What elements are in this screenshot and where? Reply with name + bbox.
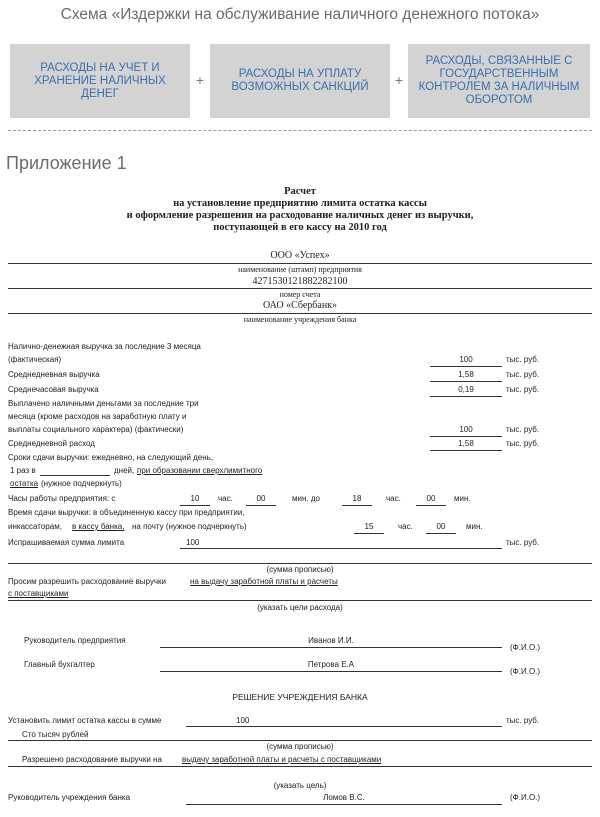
bank-name: ОАО «Сбербанк» [262,300,338,311]
purpose-caption: (указать цели расхода) [257,603,343,612]
delivery-m: 00 [436,522,446,531]
daily-expense-line [430,450,502,451]
accountant-label: Главный бухгалтер [24,660,95,669]
ask-label-b: на выдачу заработной платы и расчеты [190,577,338,586]
accountant-name: Петрова Е.А [307,660,355,669]
deadline-label-2c: при образовании сверхлимитного [137,466,263,475]
paid-label-3: выплаты социального характера) (фактически) [8,425,184,434]
sum-caption: (сумма прописью) [266,565,334,574]
org-name: ООО «Успех» [270,250,330,261]
hours-from-m: 00 [256,494,266,503]
limit-value: 100 [186,538,200,547]
hourly-revenue-line [430,396,502,397]
bank-caption: наименование учреждения банка [243,315,357,324]
revenue-line [430,366,502,367]
hourly-revenue-value: 0,19 [458,385,474,394]
delivery-label-2a: инкассаторам, [8,522,62,531]
purpose-line [8,600,592,601]
fio: (Ф.И.О.) [510,643,541,652]
bank-head-line [186,804,502,805]
unit: тыс. руб. [506,355,540,364]
hours-from-h: 10 [190,494,200,503]
purpose-caption-2: (указать цель) [273,781,327,790]
hours-unit: час. [218,494,233,503]
doc-heading-line-4: поступающей в его кассу на 2010 год [213,222,387,233]
head-name: Иванов И.И. [308,636,354,645]
daily-expense-label: Среднедневной расход [8,439,95,448]
plus-sign-2: + [394,72,404,88]
daily-revenue-line [430,381,502,382]
min-to-unit: мин. до [292,494,320,503]
limit-words: Сто тысяч рублей [22,730,89,739]
paid-label-2: месяца (кроме расходов на заработную плату и [8,412,187,421]
bank-line [8,313,592,314]
sum-caption-2: (сумма прописью) [266,742,334,751]
hours-unit: час. [386,494,401,503]
deadline-blank-line [40,475,110,476]
delivery-label-2c: на почту (нужное подчеркнуть) [132,522,247,531]
fio: (Ф.И.О.) [510,667,541,676]
unit: тыс. руб. [506,425,540,434]
plus-sign-1: + [195,72,205,88]
unit: тыс. руб. [506,370,540,379]
unit: тыс. руб. [506,439,540,448]
schema-box-accounting: РАСХОДЫ НА УЧЕТ И ХРАНЕНИЕ НАЛИЧНЫХ ДЕНЕГ [10,44,190,118]
limit-line [180,548,502,549]
account-caption: номер счета [279,290,321,299]
hours-line-3 [342,505,372,506]
allowed-label-b: выдачу заработной платы и расчеты с поставщиками [182,755,382,764]
bank-head-label: Руководитель учреждения банка [8,793,131,802]
deadline-label-3a: остатка [10,479,39,488]
unit: тыс. руб. [506,716,540,725]
org-line [8,263,592,264]
deadline-label-2b: дней, [114,466,135,475]
bank-head-name: Ломов В.С. [323,793,365,802]
daily-revenue-value: 1,58 [458,370,474,379]
hours-label: Часы работы предприятия: с [8,494,116,503]
revenue-value: 100 [459,355,473,364]
head-line [160,647,502,648]
deadline-label-1: Сроки сдачи выручки: ежедневно, на следующий день, [8,453,214,462]
deadline-label-2a: 1 раз в [10,466,36,475]
schema-box-control: РАСХОДЫ, СВЯЗАННЫЕ С ГОСУДАРСТВЕННЫМ КОНТРОЛЕМ ЗА НАЛИЧНЫМ ОБОРОТОМ [408,44,590,118]
hours-unit: час. [398,522,413,531]
delivery-label-2b: в кассу банка, [72,522,125,531]
set-limit-value: 100 [236,716,250,725]
paid-value: 100 [459,425,473,434]
accountant-line [160,671,502,672]
delivery-h: 15 [364,522,374,531]
set-limit-label: Установить лимит остатка кассы в сумме [8,716,162,725]
org-caption: наименование (штамп) предприятия [238,265,362,274]
hours-to-h: 18 [352,494,362,503]
doc-heading-line-2: на установление предприятию лимита остатка кассы [173,198,427,209]
delivery-line-2 [426,533,456,534]
min-unit: мин. [454,494,471,503]
set-limit-line [186,726,502,727]
paid-line [430,436,502,437]
allowed-line [8,766,592,767]
unit: тыс. руб. [506,538,540,547]
hours-line-1 [180,505,210,506]
appendix-title: Приложение 1 [6,153,127,173]
limit-label: Испрашиваемая сумма лимита [8,538,125,547]
hours-to-m: 00 [426,494,436,503]
ask-label-a: Просим разрешить расходование выручки [8,577,167,586]
delivery-label-1: Время сдачи выручки: в объединенную кассу при предприятии, [8,508,245,517]
account-number: 42715301218822821​00 [252,276,348,287]
hours-line-2 [246,505,276,506]
sum-line [8,563,592,564]
ask-label-c: с поставщиками [8,589,69,598]
revenue-label-2: (фактическая) [8,355,62,364]
daily-revenue-label: Среднедневная выручка [8,370,100,379]
account-line [8,288,592,289]
unit: тыс. руб. [506,385,540,394]
hours-line-4 [416,505,446,506]
deadline-label-3b: (нужное подчеркнуть) [41,479,122,488]
fio-2: (Ф.И.О.) [510,793,541,802]
revenue-label-1: Налично-денежная выручка за последние 3 месяца [8,342,201,351]
allowed-label-a: Разрешено расходование выручки на [22,755,162,764]
head-label: Руководитель предприятия [24,636,126,645]
divider [8,130,592,131]
doc-heading-line-1: Расчет [284,186,316,197]
paid-label-1: Выплачено наличными деньгами за последние три [8,399,199,408]
words-line [8,740,592,741]
schema-title: Схема «Издержки на обслуживание наличного денежного потока» [60,6,540,23]
delivery-line-1 [354,533,384,534]
decision-heading: РЕШЕНИЕ УЧРЕЖДЕНИЯ БАНКА [232,692,368,702]
min-unit: мин. [466,522,483,531]
daily-expense-value: 1,58 [458,439,474,448]
schema-box-sanctions: РАСХОДЫ НА УПЛАТУ ВОЗМОЖНЫХ САНКЦИЙ [210,44,390,118]
hourly-revenue-label: Среднечасовая выручка [8,385,99,394]
doc-heading-line-3: и оформление разрешения на расходование наличных денег из выручки, [126,210,474,221]
